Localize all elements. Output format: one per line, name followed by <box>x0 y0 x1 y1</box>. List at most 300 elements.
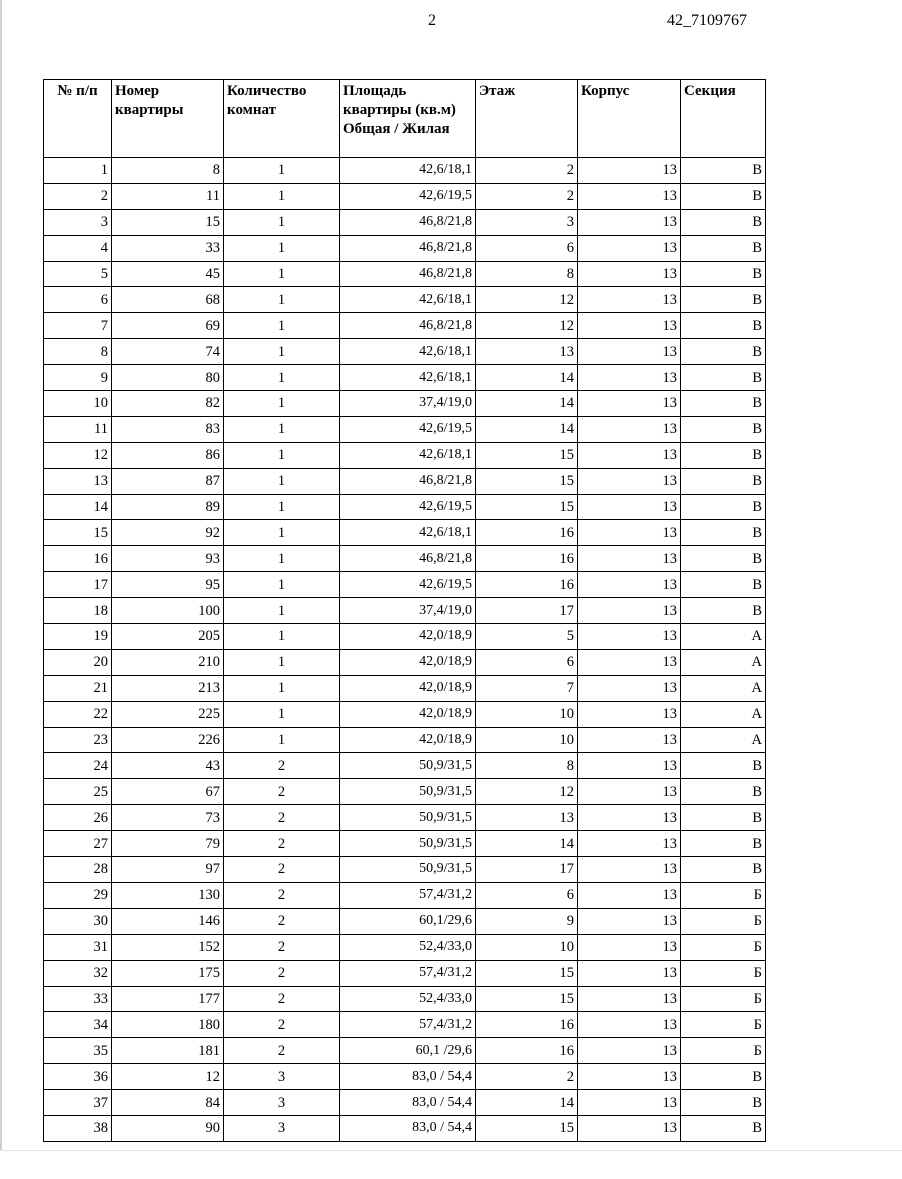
cell-apartment-number: 93 <box>112 546 224 572</box>
cell-rooms: 1 <box>224 675 340 701</box>
table-row <box>44 831 766 857</box>
table-row <box>44 313 766 339</box>
cell-area: 60,1 /29,6 <box>340 1038 476 1064</box>
cell-area: 42,6/18,1 <box>340 287 476 313</box>
cell-index: 23 <box>44 727 112 753</box>
cell-index: 14 <box>44 494 112 520</box>
cell-area: 42,6/18,1 <box>340 442 476 468</box>
cell-index: 27 <box>44 831 112 857</box>
cell-apartment-number: 43 <box>112 753 224 779</box>
cell-section: А <box>681 624 766 650</box>
cell-apartment-number: 86 <box>112 442 224 468</box>
cell-floor: 3 <box>476 209 578 235</box>
cell-section: Б <box>681 934 766 960</box>
cell-rooms: 1 <box>224 494 340 520</box>
page-left-edge <box>0 0 2 1150</box>
cell-rooms: 1 <box>224 727 340 753</box>
cell-area: 42,0/18,9 <box>340 675 476 701</box>
cell-floor: 14 <box>476 365 578 391</box>
cell-section: В <box>681 313 766 339</box>
cell-section: В <box>681 1090 766 1116</box>
table-body <box>44 158 766 1142</box>
cell-area: 50,9/31,5 <box>340 831 476 857</box>
cell-area: 46,8/21,8 <box>340 261 476 287</box>
cell-building: 13 <box>578 494 681 520</box>
cell-floor: 16 <box>476 546 578 572</box>
column-header-index: № п/п <box>44 80 112 158</box>
cell-apartment-number: 15 <box>112 209 224 235</box>
cell-rooms: 1 <box>224 313 340 339</box>
cell-section: В <box>681 183 766 209</box>
apartments-table <box>43 79 766 1142</box>
cell-apartment-number: 74 <box>112 339 224 365</box>
cell-index: 24 <box>44 753 112 779</box>
cell-index: 11 <box>44 416 112 442</box>
cell-floor: 16 <box>476 520 578 546</box>
cell-floor: 15 <box>476 960 578 986</box>
cell-floor: 13 <box>476 805 578 831</box>
table-row <box>44 209 766 235</box>
cell-building: 13 <box>578 675 681 701</box>
cell-area: 46,8/21,8 <box>340 235 476 261</box>
table-row <box>44 1064 766 1090</box>
cell-section: В <box>681 287 766 313</box>
cell-floor: 8 <box>476 753 578 779</box>
cell-index: 22 <box>44 701 112 727</box>
cell-rooms: 1 <box>224 339 340 365</box>
table-row <box>44 753 766 779</box>
column-header-area: Площадь квартиры (кв.м) Общая / Жилая <box>340 80 476 158</box>
column-header-building: Корпус <box>578 80 681 158</box>
cell-apartment-number: 79 <box>112 831 224 857</box>
cell-apartment-number: 92 <box>112 520 224 546</box>
cell-floor: 15 <box>476 468 578 494</box>
cell-building: 13 <box>578 1064 681 1090</box>
cell-rooms: 2 <box>224 1012 340 1038</box>
cell-section: В <box>681 779 766 805</box>
cell-floor: 17 <box>476 857 578 883</box>
cell-index: 4 <box>44 235 112 261</box>
cell-rooms: 2 <box>224 882 340 908</box>
cell-apartment-number: 90 <box>112 1115 224 1141</box>
cell-section: В <box>681 753 766 779</box>
cell-index: 20 <box>44 649 112 675</box>
cell-rooms: 3 <box>224 1115 340 1141</box>
cell-building: 13 <box>578 598 681 624</box>
cell-building: 13 <box>578 882 681 908</box>
cell-area: 42,6/19,5 <box>340 494 476 520</box>
table-row <box>44 261 766 287</box>
cell-area: 50,9/31,5 <box>340 805 476 831</box>
column-header-rooms: Количество комнат <box>224 80 340 158</box>
cell-rooms: 3 <box>224 1064 340 1090</box>
cell-floor: 5 <box>476 624 578 650</box>
cell-index: 17 <box>44 572 112 598</box>
cell-building: 13 <box>578 727 681 753</box>
page-bottom-edge <box>0 1150 902 1151</box>
cell-floor: 9 <box>476 908 578 934</box>
cell-floor: 16 <box>476 1012 578 1038</box>
cell-area: 83,0 / 54,4 <box>340 1090 476 1116</box>
cell-section: Б <box>681 960 766 986</box>
cell-apartment-number: 69 <box>112 313 224 339</box>
cell-area: 42,6/19,5 <box>340 416 476 442</box>
cell-building: 13 <box>578 857 681 883</box>
table-row <box>44 546 766 572</box>
table-row <box>44 1012 766 1038</box>
cell-area: 50,9/31,5 <box>340 779 476 805</box>
cell-index: 9 <box>44 365 112 391</box>
cell-section: А <box>681 649 766 675</box>
cell-section: В <box>681 598 766 624</box>
table-row <box>44 598 766 624</box>
cell-apartment-number: 210 <box>112 649 224 675</box>
cell-rooms: 2 <box>224 934 340 960</box>
table-row <box>44 158 766 184</box>
cell-section: В <box>681 235 766 261</box>
cell-rooms: 1 <box>224 442 340 468</box>
cell-rooms: 1 <box>224 261 340 287</box>
cell-building: 13 <box>578 391 681 417</box>
cell-index: 12 <box>44 442 112 468</box>
cell-apartment-number: 95 <box>112 572 224 598</box>
cell-index: 3 <box>44 209 112 235</box>
cell-floor: 15 <box>476 442 578 468</box>
cell-section: Б <box>681 986 766 1012</box>
cell-floor: 14 <box>476 1090 578 1116</box>
cell-rooms: 2 <box>224 908 340 934</box>
page-number: 2 <box>428 12 436 29</box>
table-row <box>44 1115 766 1141</box>
cell-floor: 2 <box>476 158 578 184</box>
cell-area: 42,0/18,9 <box>340 649 476 675</box>
cell-building: 13 <box>578 209 681 235</box>
cell-area: 52,4/33,0 <box>340 934 476 960</box>
cell-floor: 12 <box>476 287 578 313</box>
cell-floor: 14 <box>476 416 578 442</box>
cell-floor: 14 <box>476 391 578 417</box>
cell-apartment-number: 177 <box>112 986 224 1012</box>
cell-apartment-number: 67 <box>112 779 224 805</box>
cell-section: В <box>681 442 766 468</box>
column-header-section: Секция <box>681 80 766 158</box>
cell-index: 30 <box>44 908 112 934</box>
cell-building: 13 <box>578 1090 681 1116</box>
cell-building: 13 <box>578 805 681 831</box>
cell-floor: 13 <box>476 339 578 365</box>
cell-index: 32 <box>44 960 112 986</box>
cell-index: 21 <box>44 675 112 701</box>
cell-building: 13 <box>578 520 681 546</box>
cell-area: 42,6/18,1 <box>340 365 476 391</box>
table-row <box>44 805 766 831</box>
cell-floor: 6 <box>476 882 578 908</box>
cell-floor: 12 <box>476 779 578 805</box>
cell-index: 37 <box>44 1090 112 1116</box>
cell-building: 13 <box>578 1012 681 1038</box>
cell-section: В <box>681 209 766 235</box>
cell-rooms: 1 <box>224 209 340 235</box>
cell-index: 26 <box>44 805 112 831</box>
cell-building: 13 <box>578 753 681 779</box>
cell-index: 8 <box>44 339 112 365</box>
cell-floor: 8 <box>476 261 578 287</box>
cell-apartment-number: 84 <box>112 1090 224 1116</box>
cell-area: 42,6/18,1 <box>340 520 476 546</box>
cell-rooms: 1 <box>224 701 340 727</box>
cell-building: 13 <box>578 313 681 339</box>
cell-section: В <box>681 158 766 184</box>
cell-building: 13 <box>578 1115 681 1141</box>
cell-apartment-number: 68 <box>112 287 224 313</box>
table-row <box>44 908 766 934</box>
cell-apartment-number: 45 <box>112 261 224 287</box>
table-row <box>44 1090 766 1116</box>
cell-section: В <box>681 805 766 831</box>
cell-building: 13 <box>578 908 681 934</box>
cell-building: 13 <box>578 934 681 960</box>
cell-index: 35 <box>44 1038 112 1064</box>
table-row <box>44 494 766 520</box>
cell-index: 1 <box>44 158 112 184</box>
cell-index: 36 <box>44 1064 112 1090</box>
document-id: 42_7109767 <box>667 12 747 29</box>
column-header-apartment-number: Номер квартиры <box>112 80 224 158</box>
cell-section: А <box>681 701 766 727</box>
table-row <box>44 468 766 494</box>
cell-section: В <box>681 494 766 520</box>
cell-floor: 16 <box>476 572 578 598</box>
cell-index: 2 <box>44 183 112 209</box>
cell-area: 52,4/33,0 <box>340 986 476 1012</box>
cell-area: 83,0 / 54,4 <box>340 1115 476 1141</box>
cell-section: В <box>681 261 766 287</box>
cell-rooms: 1 <box>224 598 340 624</box>
cell-index: 16 <box>44 546 112 572</box>
table-row <box>44 235 766 261</box>
table-row <box>44 934 766 960</box>
cell-building: 13 <box>578 365 681 391</box>
cell-building: 13 <box>578 287 681 313</box>
cell-area: 42,6/19,5 <box>340 183 476 209</box>
cell-index: 10 <box>44 391 112 417</box>
cell-index: 33 <box>44 986 112 1012</box>
cell-apartment-number: 100 <box>112 598 224 624</box>
cell-area: 46,8/21,8 <box>340 209 476 235</box>
cell-apartment-number: 8 <box>112 158 224 184</box>
cell-index: 38 <box>44 1115 112 1141</box>
cell-floor: 12 <box>476 313 578 339</box>
cell-apartment-number: 11 <box>112 183 224 209</box>
cell-rooms: 1 <box>224 416 340 442</box>
cell-section: В <box>681 1115 766 1141</box>
cell-section: Б <box>681 1038 766 1064</box>
cell-index: 5 <box>44 261 112 287</box>
cell-area: 83,0 / 54,4 <box>340 1064 476 1090</box>
cell-rooms: 2 <box>224 805 340 831</box>
cell-apartment-number: 226 <box>112 727 224 753</box>
table-row <box>44 287 766 313</box>
cell-index: 31 <box>44 934 112 960</box>
table-row <box>44 624 766 650</box>
cell-index: 7 <box>44 313 112 339</box>
cell-rooms: 2 <box>224 779 340 805</box>
cell-apartment-number: 80 <box>112 365 224 391</box>
cell-apartment-number: 180 <box>112 1012 224 1038</box>
cell-section: В <box>681 572 766 598</box>
cell-apartment-number: 225 <box>112 701 224 727</box>
cell-rooms: 1 <box>224 624 340 650</box>
cell-rooms: 1 <box>224 365 340 391</box>
column-header-floor: Этаж <box>476 80 578 158</box>
cell-area: 50,9/31,5 <box>340 857 476 883</box>
table-row <box>44 442 766 468</box>
cell-area: 42,6/19,5 <box>340 572 476 598</box>
cell-rooms: 1 <box>224 183 340 209</box>
cell-section: Б <box>681 882 766 908</box>
cell-building: 13 <box>578 779 681 805</box>
cell-building: 13 <box>578 416 681 442</box>
cell-building: 13 <box>578 986 681 1012</box>
cell-section: В <box>681 391 766 417</box>
cell-rooms: 3 <box>224 1090 340 1116</box>
cell-area: 42,6/18,1 <box>340 158 476 184</box>
cell-apartment-number: 130 <box>112 882 224 908</box>
cell-area: 57,4/31,2 <box>340 882 476 908</box>
table-row <box>44 391 766 417</box>
cell-building: 13 <box>578 1038 681 1064</box>
table-row <box>44 727 766 753</box>
cell-building: 13 <box>578 831 681 857</box>
cell-floor: 7 <box>476 675 578 701</box>
cell-section: В <box>681 857 766 883</box>
cell-area: 42,0/18,9 <box>340 701 476 727</box>
cell-building: 13 <box>578 339 681 365</box>
table-row <box>44 1038 766 1064</box>
cell-apartment-number: 33 <box>112 235 224 261</box>
table-row <box>44 416 766 442</box>
cell-rooms: 1 <box>224 391 340 417</box>
table-row <box>44 365 766 391</box>
cell-building: 13 <box>578 572 681 598</box>
cell-building: 13 <box>578 701 681 727</box>
cell-area: 46,8/21,8 <box>340 546 476 572</box>
cell-apartment-number: 12 <box>112 1064 224 1090</box>
cell-area: 50,9/31,5 <box>340 753 476 779</box>
cell-index: 6 <box>44 287 112 313</box>
table-row <box>44 572 766 598</box>
cell-section: В <box>681 339 766 365</box>
cell-floor: 6 <box>476 649 578 675</box>
cell-apartment-number: 146 <box>112 908 224 934</box>
cell-apartment-number: 181 <box>112 1038 224 1064</box>
cell-building: 13 <box>578 442 681 468</box>
cell-rooms: 1 <box>224 468 340 494</box>
cell-area: 37,4/19,0 <box>340 391 476 417</box>
cell-section: В <box>681 1064 766 1090</box>
cell-floor: 16 <box>476 1038 578 1064</box>
cell-rooms: 1 <box>224 287 340 313</box>
cell-index: 18 <box>44 598 112 624</box>
cell-building: 13 <box>578 261 681 287</box>
cell-apartment-number: 152 <box>112 934 224 960</box>
cell-building: 13 <box>578 183 681 209</box>
table-row <box>44 857 766 883</box>
cell-index: 13 <box>44 468 112 494</box>
cell-index: 34 <box>44 1012 112 1038</box>
cell-building: 13 <box>578 546 681 572</box>
cell-apartment-number: 83 <box>112 416 224 442</box>
cell-building: 13 <box>578 235 681 261</box>
cell-area: 60,1/29,6 <box>340 908 476 934</box>
table-row <box>44 779 766 805</box>
table-row <box>44 183 766 209</box>
cell-area: 37,4/19,0 <box>340 598 476 624</box>
cell-rooms: 2 <box>224 1038 340 1064</box>
table-row <box>44 649 766 675</box>
cell-rooms: 1 <box>224 235 340 261</box>
cell-floor: 10 <box>476 934 578 960</box>
cell-rooms: 1 <box>224 158 340 184</box>
cell-area: 46,8/21,8 <box>340 468 476 494</box>
cell-section: В <box>681 365 766 391</box>
cell-section: В <box>681 546 766 572</box>
table-row <box>44 986 766 1012</box>
table-row <box>44 701 766 727</box>
cell-rooms: 1 <box>224 546 340 572</box>
cell-area: 57,4/31,2 <box>340 960 476 986</box>
cell-section: В <box>681 520 766 546</box>
cell-section: А <box>681 727 766 753</box>
table-header-row <box>44 80 766 158</box>
table-row <box>44 882 766 908</box>
cell-rooms: 2 <box>224 960 340 986</box>
cell-area: 42,0/18,9 <box>340 727 476 753</box>
cell-section: В <box>681 831 766 857</box>
cell-floor: 2 <box>476 1064 578 1090</box>
cell-apartment-number: 87 <box>112 468 224 494</box>
cell-building: 13 <box>578 624 681 650</box>
cell-index: 28 <box>44 857 112 883</box>
cell-section: Б <box>681 908 766 934</box>
cell-rooms: 1 <box>224 649 340 675</box>
cell-rooms: 2 <box>224 986 340 1012</box>
cell-floor: 15 <box>476 1115 578 1141</box>
cell-apartment-number: 205 <box>112 624 224 650</box>
cell-rooms: 1 <box>224 520 340 546</box>
cell-rooms: 2 <box>224 857 340 883</box>
cell-section: А <box>681 675 766 701</box>
cell-floor: 2 <box>476 183 578 209</box>
cell-apartment-number: 97 <box>112 857 224 883</box>
cell-rooms: 2 <box>224 831 340 857</box>
cell-rooms: 1 <box>224 572 340 598</box>
cell-floor: 15 <box>476 986 578 1012</box>
cell-area: 46,8/21,8 <box>340 313 476 339</box>
cell-floor: 17 <box>476 598 578 624</box>
table-row <box>44 960 766 986</box>
cell-index: 19 <box>44 624 112 650</box>
cell-index: 15 <box>44 520 112 546</box>
cell-floor: 6 <box>476 235 578 261</box>
cell-floor: 15 <box>476 494 578 520</box>
cell-building: 13 <box>578 158 681 184</box>
cell-building: 13 <box>578 649 681 675</box>
cell-area: 42,0/18,9 <box>340 624 476 650</box>
cell-index: 29 <box>44 882 112 908</box>
table-row <box>44 675 766 701</box>
cell-section: В <box>681 468 766 494</box>
